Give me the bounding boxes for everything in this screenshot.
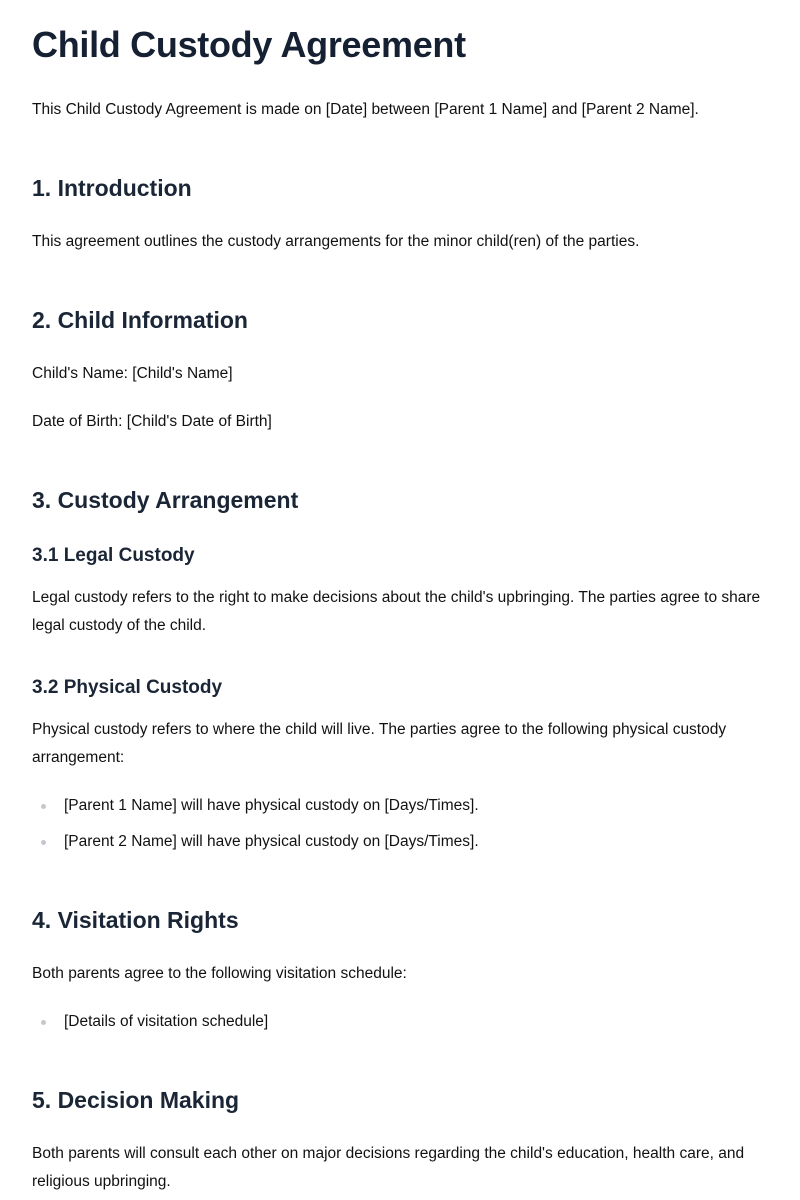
bullet-icon bbox=[41, 804, 46, 809]
list-item bbox=[32, 1008, 768, 1036]
section-decision-making-body: Both parents will consult each other on major decisions regarding the child's education, health care, and religious upbringing. bbox=[32, 1145, 745, 1190]
visitation-list bbox=[32, 1008, 768, 1044]
list-item-text: [Details of visitation schedule] bbox=[64, 1013, 269, 1030]
legal-custody-heading: 3.1 Legal Custody bbox=[32, 545, 195, 566]
section-visitation-heading: 4. Visitation Rights bbox=[32, 907, 239, 933]
list-item bbox=[32, 792, 768, 820]
physical-custody-list bbox=[32, 792, 768, 864]
section-introduction-heading: 1. Introduction bbox=[32, 175, 192, 201]
child-name-line: Child's Name: [Child's Name] bbox=[32, 365, 233, 382]
intro-paragraph: This Child Custody Agreement is made on [Date] between [Parent 1 Name] and [Parent 2 Name]. bbox=[32, 101, 699, 118]
section-decision-making-heading: 5. Decision Making bbox=[32, 1087, 240, 1113]
section-custody-arrangement-heading: 3. Custody Arrangement bbox=[32, 487, 299, 513]
section-introduction-body: This agreement outlines the custody arrangements for the minor child(ren) of the parties. bbox=[32, 233, 640, 250]
list-item-text: [Parent 2 Name] will have physical custody on [Days/Times]. bbox=[64, 833, 479, 850]
child-dob-line: Date of Birth: [Child's Date of Birth] bbox=[32, 413, 272, 430]
section-child-information-heading: 2. Child Information bbox=[32, 307, 248, 333]
section-visitation-body: Both parents agree to the following visitation schedule: bbox=[32, 965, 407, 982]
physical-custody-heading: 3.2 Physical Custody bbox=[32, 677, 223, 698]
list-item bbox=[32, 828, 768, 856]
document-title: Child Custody Agreement bbox=[32, 24, 466, 65]
bullet-icon bbox=[41, 840, 46, 845]
bullet-icon bbox=[41, 1020, 46, 1025]
legal-custody-body: Legal custody refers to the right to make decisions about the child's upbringing. The parties agree to share legal custody of the child. bbox=[32, 589, 761, 634]
list-item-text: [Parent 1 Name] will have physical custody on [Days/Times]. bbox=[64, 797, 479, 814]
physical-custody-body: Physical custody refers to where the child will live. The parties agree to the following physical custody arrangement: bbox=[32, 721, 727, 766]
